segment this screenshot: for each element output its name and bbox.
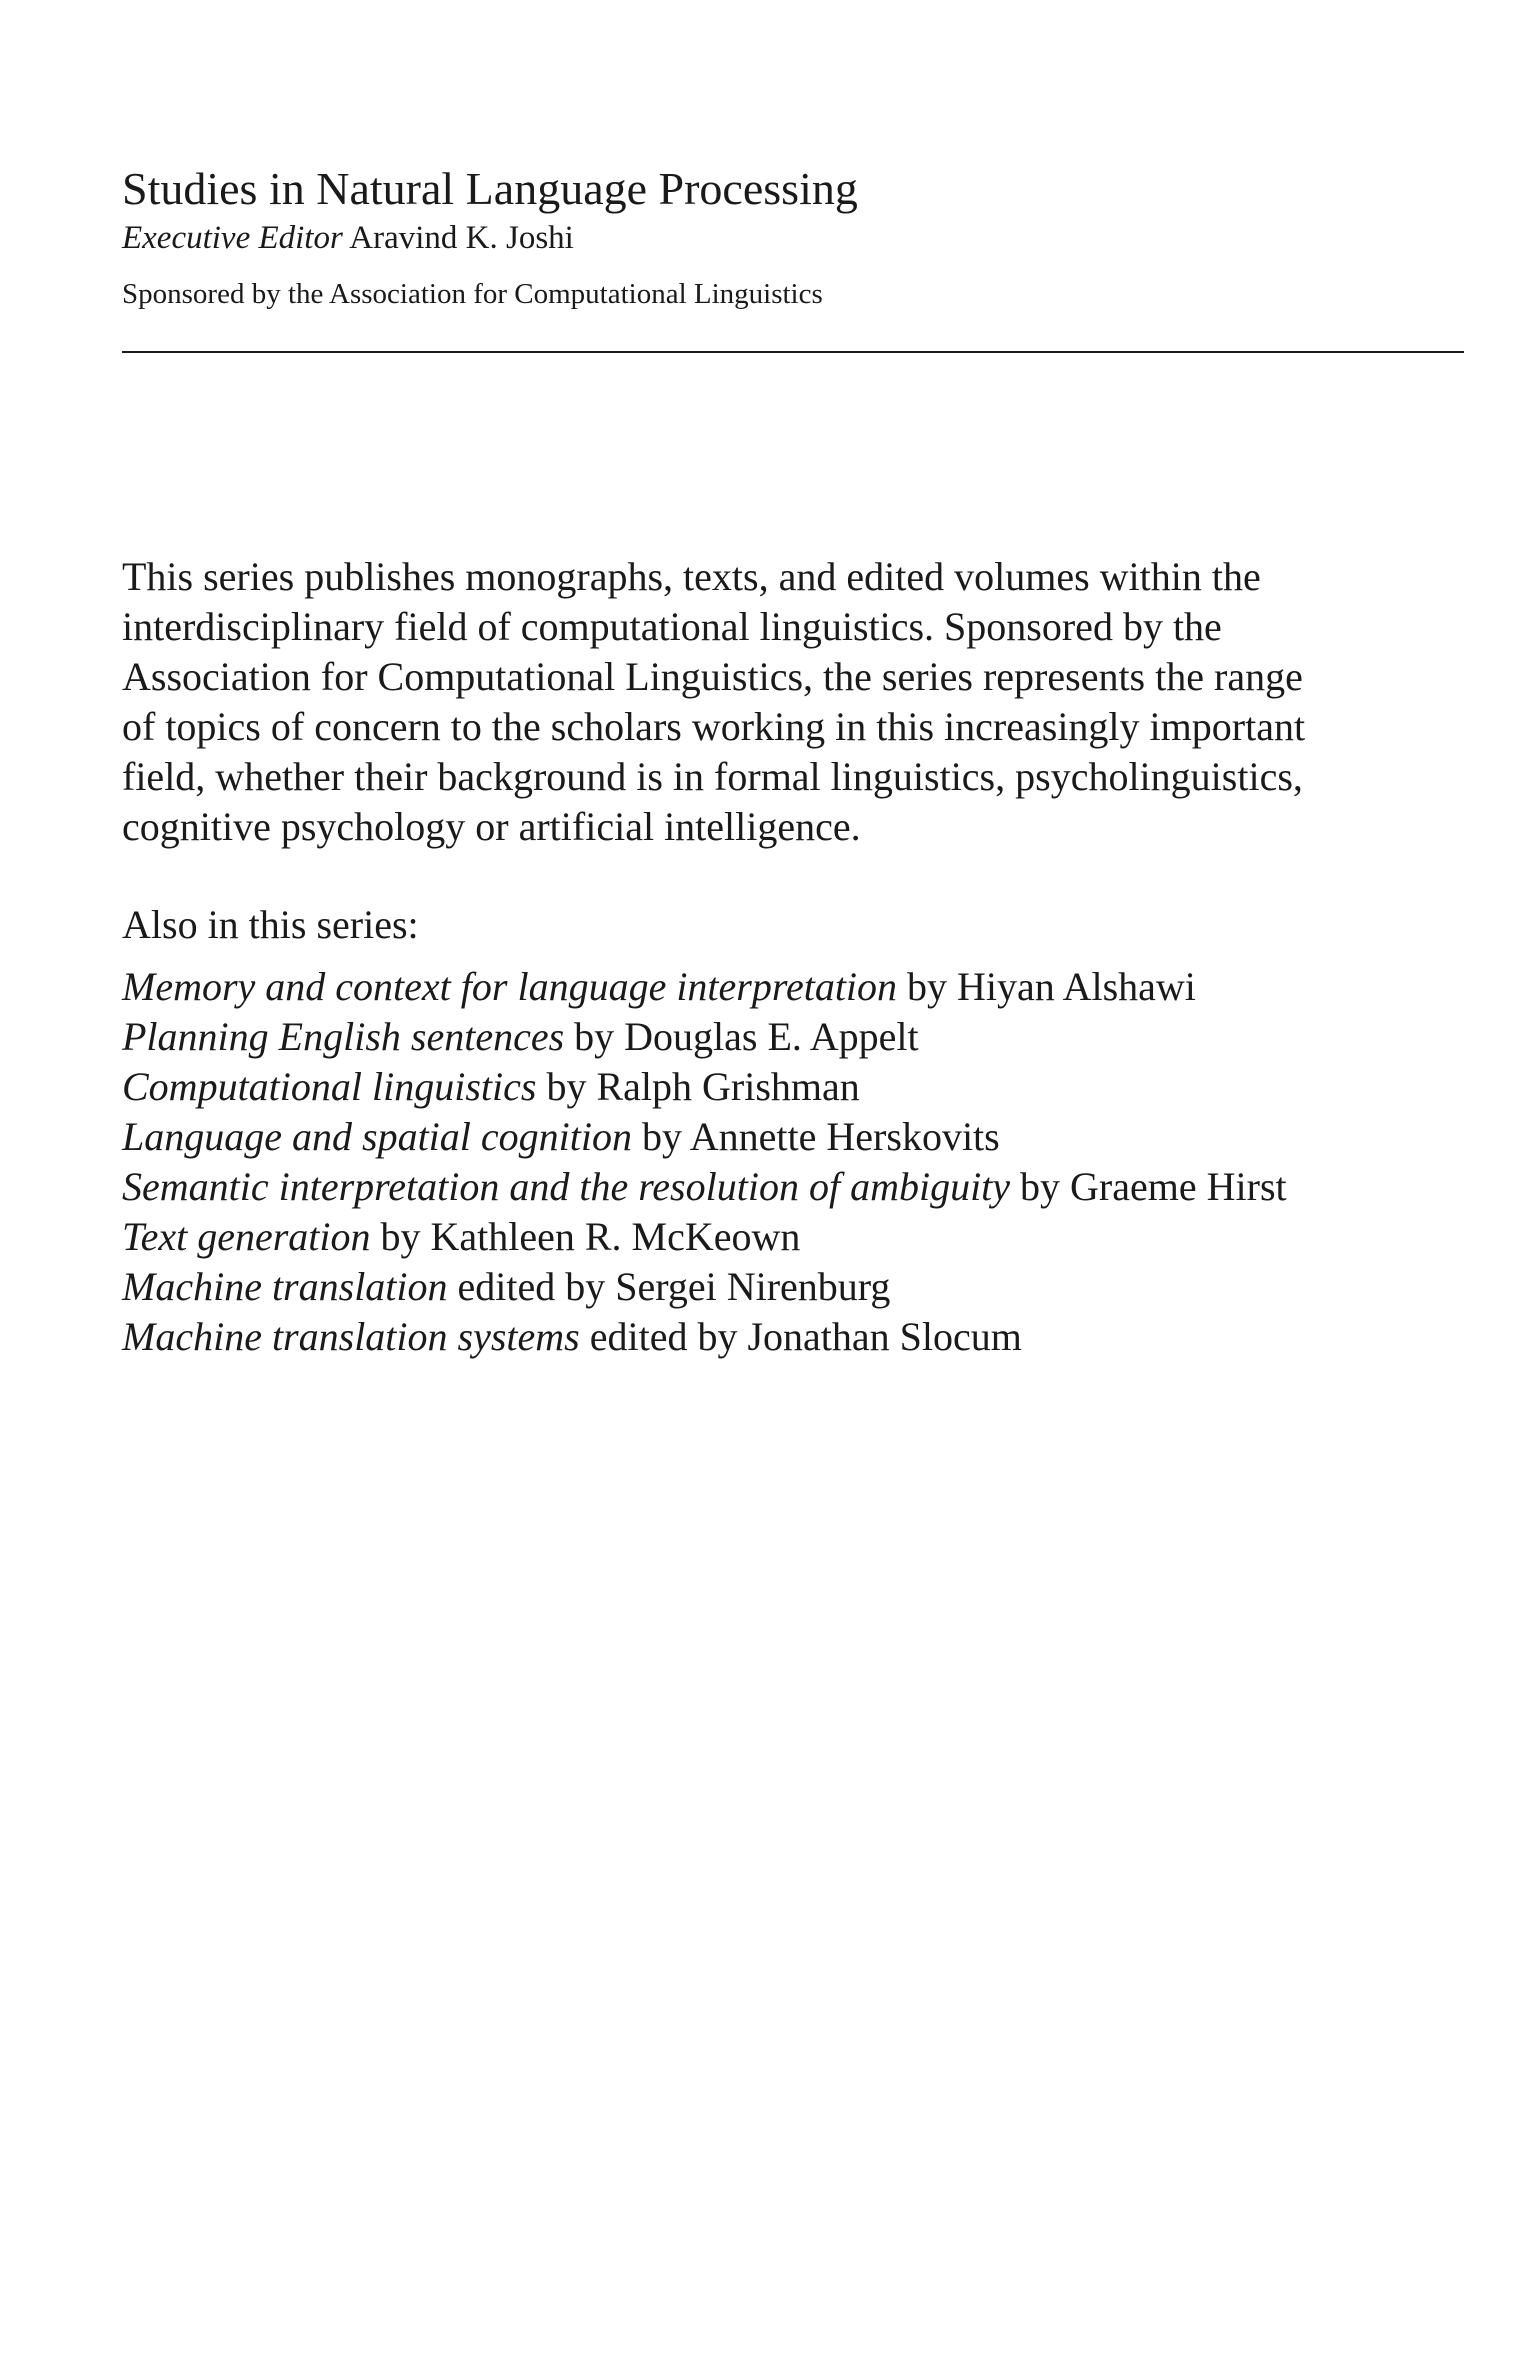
editor-name: Aravind K. Joshi	[349, 220, 574, 256]
description-line: cognitive psychology or artificial intelligence.	[122, 804, 861, 849]
book-credit: edited by Sergei Nirenburg	[447, 1264, 891, 1309]
book-entry	[122, 1262, 1287, 1312]
book-entry	[122, 1012, 1287, 1062]
book-credit: edited by Jonathan Slocum	[579, 1314, 1022, 1359]
description-line: Association for Computational Linguistics, the series represents the range	[122, 654, 1303, 699]
header-divider	[122, 351, 1464, 353]
series-description	[122, 552, 1462, 852]
book-entry	[122, 1112, 1287, 1162]
book-entry	[122, 1212, 1287, 1262]
description-line: This series publishes monographs, texts, and edited volumes within the	[122, 554, 1261, 599]
executive-editor-line	[122, 218, 574, 258]
book-credit: by Douglas E. Appelt	[564, 1014, 919, 1059]
sponsor-line: Sponsored by the Association for Computational Linguistics	[122, 278, 823, 310]
book-title: Semantic interpretation and the resolution of ambiguity	[122, 1164, 1011, 1209]
book-title: Text generation	[122, 1214, 371, 1259]
book-entry	[122, 1312, 1287, 1362]
book-title: Memory and context for language interpretation	[122, 964, 898, 1009]
book-title: Planning English sentences	[122, 1014, 565, 1059]
book-entry	[122, 962, 1287, 1012]
description-line: interdisciplinary field of computational linguistics. Sponsored by the	[122, 604, 1222, 649]
description-line: of topics of concern to the scholars working in this increasingly important	[122, 704, 1306, 749]
book-credit: by Annette Herskovits	[632, 1114, 1000, 1159]
book-list	[122, 962, 1287, 1362]
book-credit: by Kathleen R. McKeown	[370, 1214, 801, 1259]
book-title: Computational linguistics	[122, 1064, 537, 1109]
editor-role: Executive Editor	[122, 220, 343, 256]
also-in-series-heading: Also in this series:	[122, 902, 419, 947]
series-title: Studies in Natural Language Processing	[122, 163, 858, 214]
book-title: Language and spatial cognition	[122, 1114, 632, 1159]
book-entry	[122, 1162, 1287, 1212]
book-credit: by Hiyan Alshawi	[897, 964, 1196, 1009]
book-title: Machine translation systems	[122, 1314, 580, 1359]
book-credit: by Graeme Hirst	[1010, 1164, 1287, 1209]
description-line: field, whether their background is in formal linguistics, psycholinguistics,	[122, 754, 1303, 799]
book-title: Machine translation	[122, 1264, 448, 1309]
book-entry	[122, 1062, 1287, 1112]
book-credit: by Ralph Grishman	[536, 1064, 860, 1109]
